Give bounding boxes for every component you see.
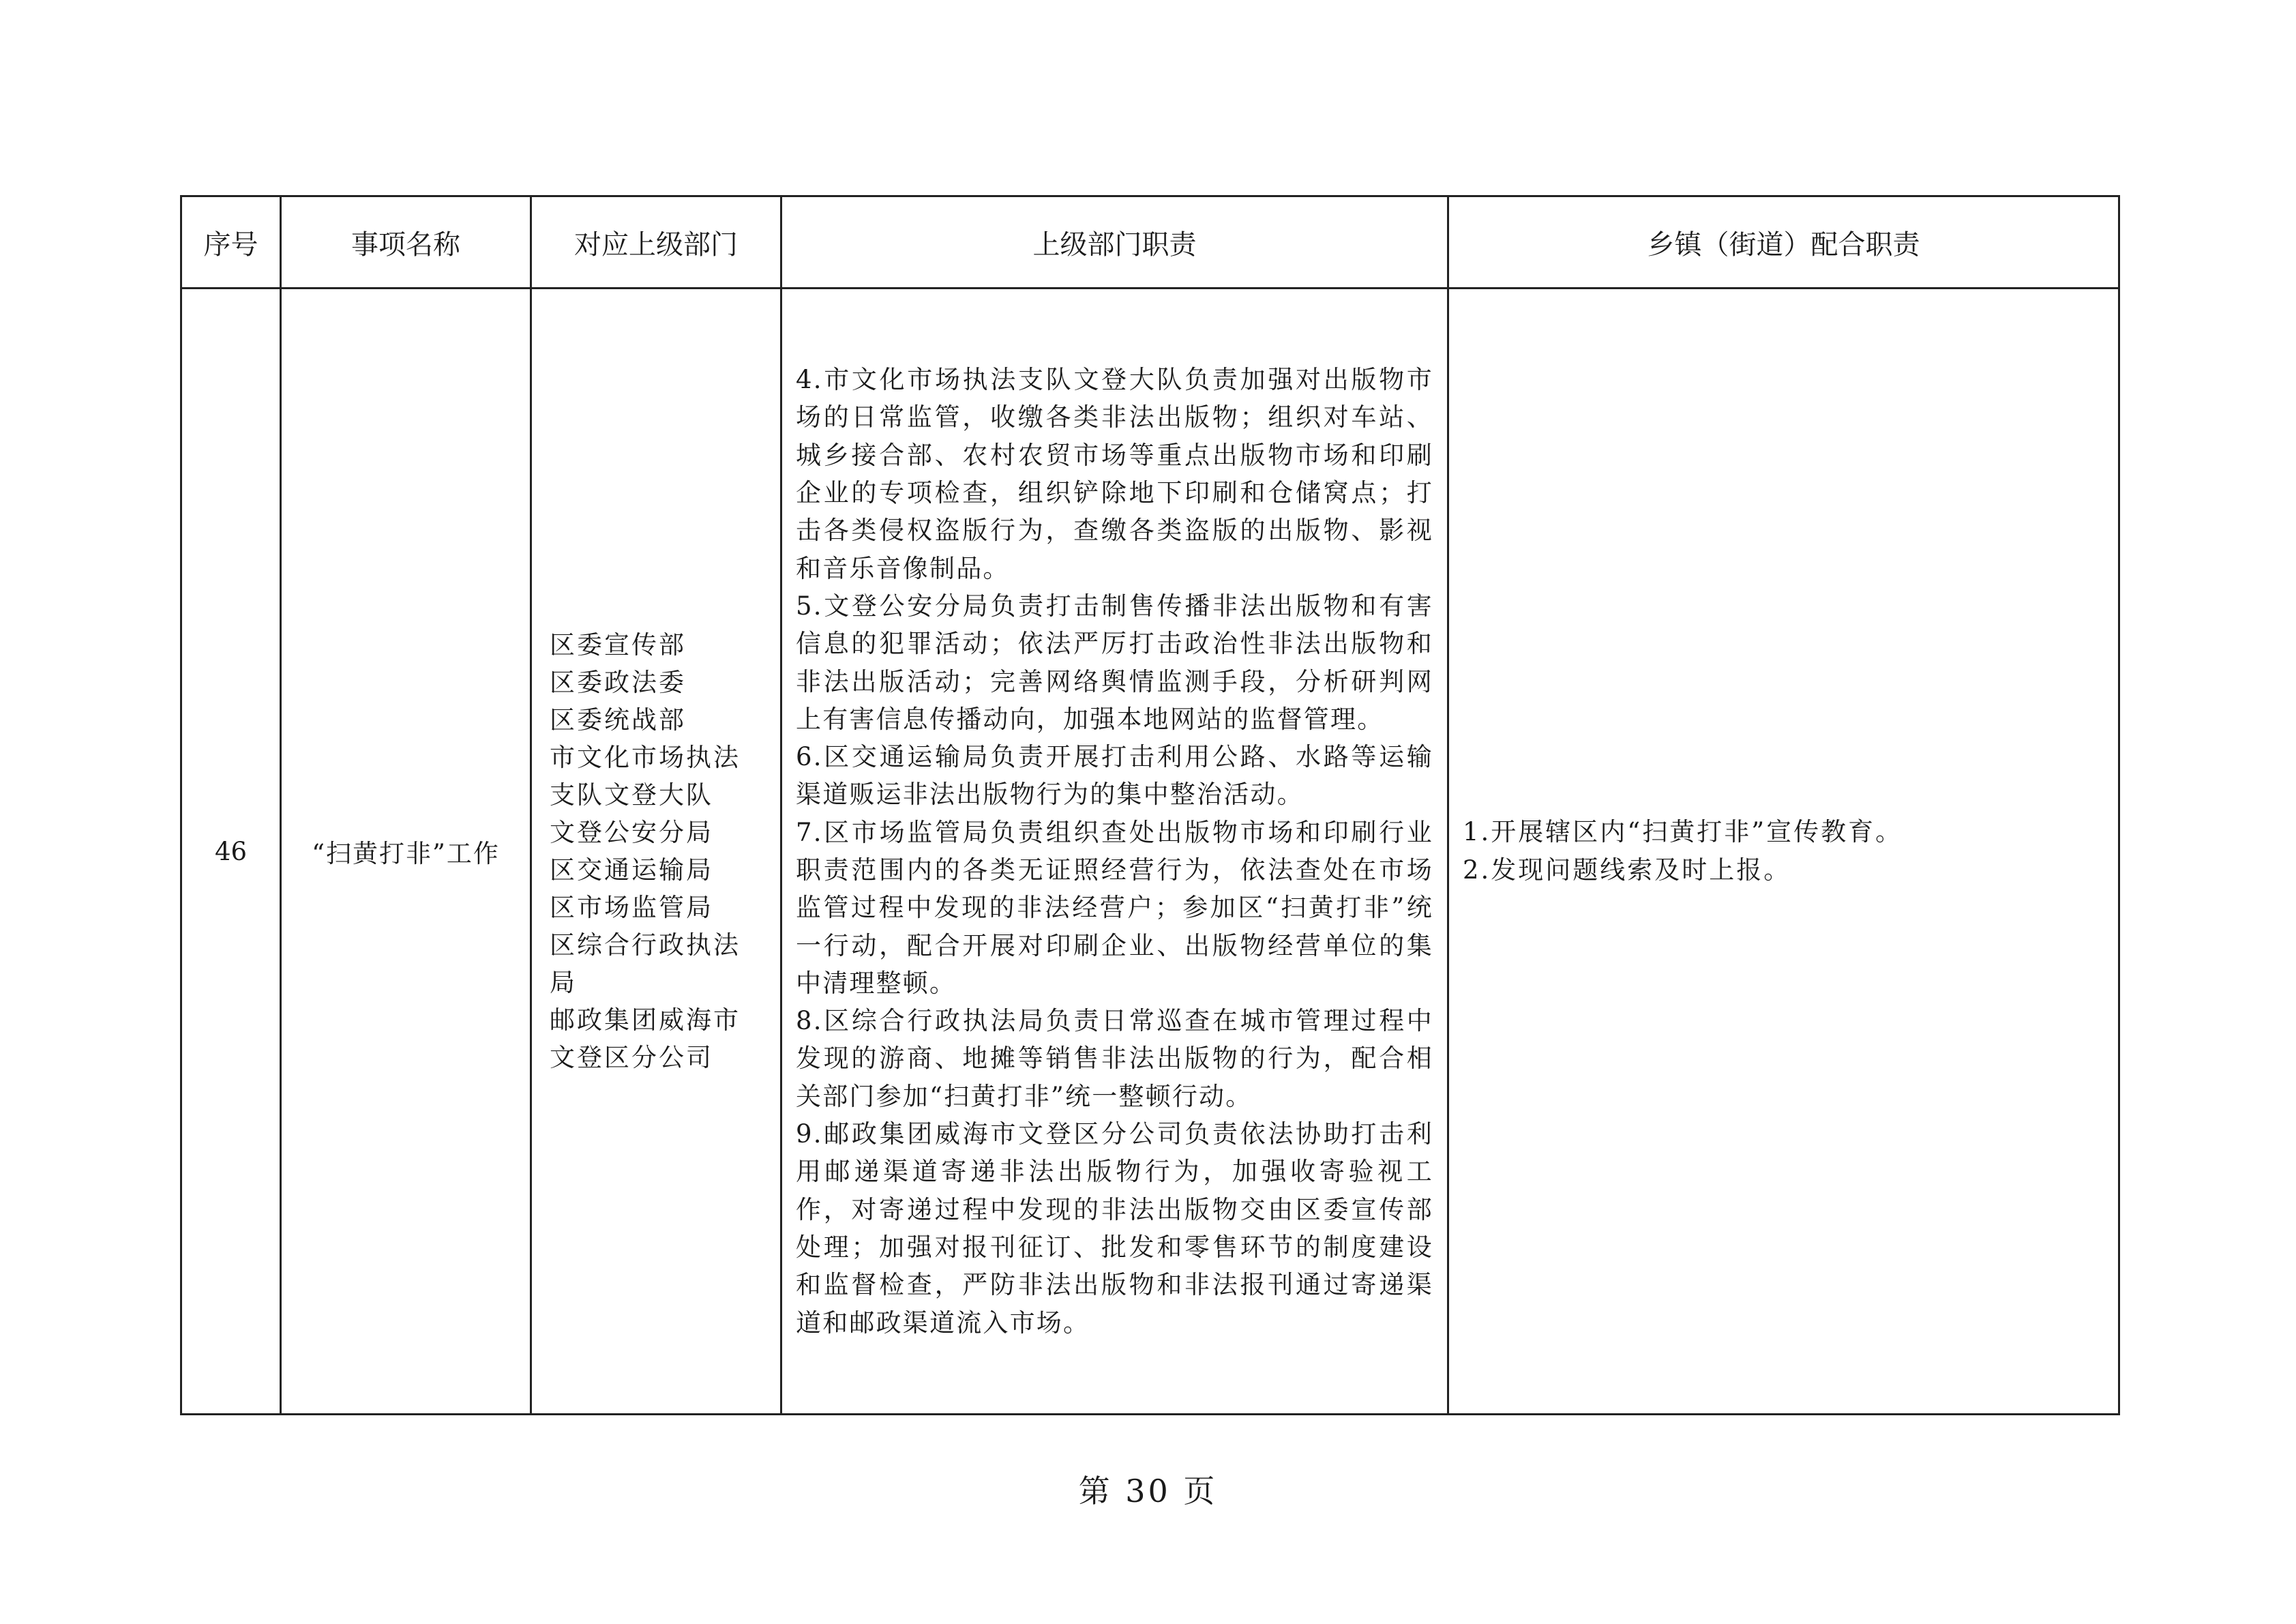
header-item-name: 事项名称 [281, 196, 531, 289]
duty-paragraph: 6.区交通运输局负责开展打击利用公路、水路等运输渠道贩运非法出版物行为的集中整治活动。 [796, 742, 1433, 810]
dept-item: 市文化市场执法 [550, 743, 741, 772]
duty-paragraph: 7.区市场监管局负责组织查处出版物市场和印刷行业职责范围内的各类无证照经营行为，依法查处在市场监管过程中发现的非法经营户；参加区“扫黄打非”统一行动，配合开展对印刷企业、出版物经营单位的集中清理整顿。 [796, 817, 1433, 998]
township-duty-list [1463, 813, 2118, 889]
row-superior-dept [531, 289, 781, 1415]
row-item-name: “扫黄打非”工作 [281, 289, 531, 1415]
header-seq: 序号 [181, 196, 281, 289]
row-seq: 46 [181, 289, 281, 1415]
duty-paragraph: 8.区综合行政执法局负责日常巡查在城市管理过程中发现的游商、地摊等销售非法出版物的行为，配合相关部门参加“扫黄打非”统一整顿行动。 [796, 1006, 1433, 1111]
dept-item: 区委政法委 [550, 668, 686, 697]
header-township-duty: 乡镇（街道）配合职责 [1448, 196, 2119, 289]
dept-item: 区委宣传部 [550, 630, 686, 660]
dept-item: 局 [550, 968, 577, 997]
dept-list [550, 626, 773, 1076]
header-superior-dept: 对应上级部门 [531, 196, 781, 289]
dept-item: 文登区分公司 [550, 1043, 713, 1072]
dept-item: 区委统战部 [550, 705, 686, 735]
row-superior-duty [781, 289, 1448, 1415]
header-superior-duty: 上级部门职责 [781, 196, 1448, 289]
duty-paragraph: 4.市文化市场执法支队文登大队负责加强对出版物市场的日常监管，收缴各类非法出版物；组织对车站、城乡接合部、农村农贸市场等重点出版物市场和印刷企业的专项检查，组织铲除地下印刷和仓储窝点；打击各类侵权盗版行为，查缴各类盗版的出版物、影视和音乐音像制品。 [796, 365, 1433, 583]
dept-item: 区综合行政执法 [550, 930, 741, 960]
duty-list [796, 361, 1433, 1342]
duty-table [180, 195, 2120, 1415]
table-row [181, 289, 2119, 1415]
dept-item: 邮政集团威海市 [550, 1005, 741, 1035]
dept-item: 区市场监管局 [550, 893, 713, 922]
dept-item: 支队文登大队 [550, 780, 713, 810]
page-number: 第 30 页 [1078, 1473, 1218, 1509]
table-header-row [181, 196, 2119, 289]
row-township-duty [1448, 289, 2119, 1415]
dept-item: 文登公安分局 [550, 818, 713, 847]
township-duty-item: 2.发现问题线索及时上报。 [1463, 855, 1791, 885]
duty-paragraph: 5.文登公安分局负责打击制售传播非法出版物和有害信息的犯罪活动；依法严厉打击政治性非法出版物和非法出版活动；完善网络舆情监测手段，分析研判网上有害信息传播动向，加强本地网站的监督管理。 [796, 591, 1433, 734]
dept-item: 区交通运输局 [550, 855, 713, 885]
township-duty-item: 1.开展辖区内“扫黄打非”宣传教育。 [1463, 817, 1903, 846]
duty-paragraph: 9.邮政集团威海市文登区分公司负责依法协助打击利用邮递渠道寄递非法出版物行为，加强收寄验视工作，对寄递过程中发现的非法出版物交由区委宣传部处理；加强对报刊征订、批发和零售环节的制度建设和监督检查，严防非法出版物和非法报刊通过寄递渠道和邮政渠道流入市场。 [796, 1119, 1433, 1338]
